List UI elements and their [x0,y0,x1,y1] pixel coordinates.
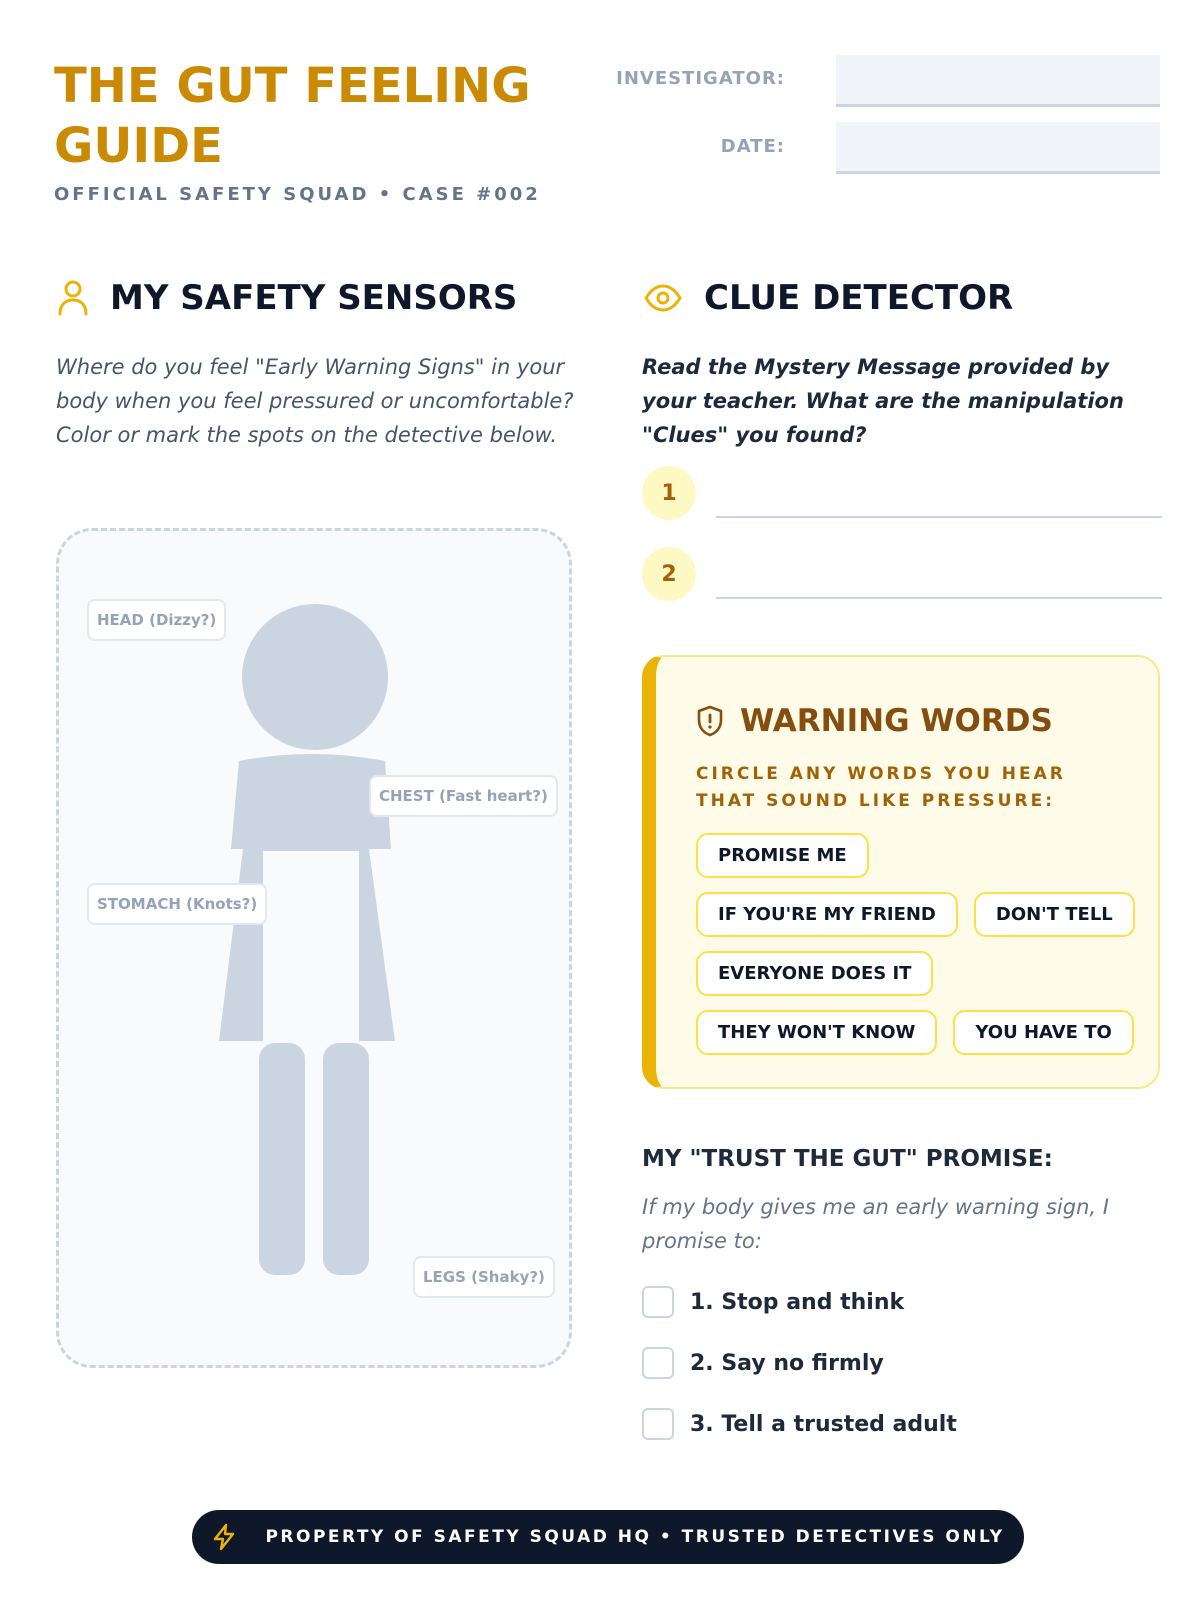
sensors-heading-text: MY SAFETY SENSORS [110,278,518,318]
clues-heading-text: CLUE DETECTOR [704,278,1014,318]
clues-heading [644,278,1013,318]
clue-row[interactable] [642,466,1162,522]
person-icon [58,280,88,316]
clues-intro: Read the Mystery Message provided by your teacher. What are the manipulation "Clues" you found? [642,355,1124,447]
sensors-heading [58,278,517,318]
promise-item[interactable] [642,1408,957,1440]
footer-banner [192,1510,1024,1564]
promise-item-label: 1. Stop and think [690,1289,905,1315]
warning-word-list [696,833,1136,1069]
investigator-label: INVESTIGATOR: [616,68,785,89]
lightning-icon [211,1523,237,1551]
footer-text: PROPERTY OF SAFETY SQUAD HQ • TRUSTED DETECTIVES ONLY [265,1527,1005,1547]
promise-item[interactable] [642,1286,904,1318]
figure-right-leg[interactable] [323,1043,369,1275]
warning-heading-text: WARNING WORDS [740,703,1053,739]
tag-legs: LEGS (Shaky?) [413,1256,555,1298]
warning-words-box [642,655,1160,1089]
promise-item-label: 3. Tell a trusted adult [690,1411,957,1437]
promise-intro: If my body gives me an early warning sign, I promise to: [642,1195,1109,1253]
warning-word-chip[interactable]: YOU HAVE TO [953,1010,1133,1055]
clue-answer-line[interactable] [716,516,1162,518]
figure-head[interactable] [242,604,388,750]
investigator-field[interactable] [836,55,1160,107]
figure-left-leg[interactable] [259,1043,305,1275]
tag-stomach: STOMACH (Knots?) [87,883,267,925]
warning-word-chip[interactable]: EVERYONE DOES IT [696,951,933,996]
warning-heading [696,703,1053,739]
promise-heading: MY "TRUST THE GUT" PROMISE: [642,1146,1053,1172]
body-map-panel[interactable] [56,528,572,1368]
clue-number: 2 [642,547,696,601]
shield-alert-icon [696,705,724,737]
promise-checkbox[interactable] [642,1408,674,1440]
warning-word-chip[interactable]: IF YOU'RE MY FRIEND [696,892,958,937]
promise-checkbox[interactable] [642,1347,674,1379]
clue-row[interactable] [642,547,1162,603]
warning-word-chip[interactable]: THEY WON'T KNOW [696,1010,937,1055]
tag-chest: CHEST (Fast heart?) [369,775,558,817]
title-line-2: GUIDE [54,118,223,174]
date-field[interactable] [836,122,1160,174]
promise-checkbox[interactable] [642,1286,674,1318]
title-line-1: THE GUT FEELING [54,58,531,114]
promise-item[interactable] [642,1347,884,1379]
date-label: DATE: [720,136,785,157]
page-subtitle: OFFICIAL SAFETY SQUAD • CASE #002 [54,184,541,205]
sensors-intro: Where do you feel "Early Warning Signs" in your body when you feel pressured or uncomfortable? Color or mark the spots on the detective below. [56,355,574,447]
warning-instruction: CIRCLE ANY WORDS YOU HEAR THAT SOUND LIKE PRESSURE: [696,764,1066,811]
tag-head: HEAD (Dizzy?) [87,599,226,641]
page-title [54,56,574,176]
clue-number: 1 [642,466,696,520]
warning-word-chip[interactable]: PROMISE ME [696,833,869,878]
eye-icon [644,284,682,312]
warning-word-chip[interactable]: DON'T TELL [974,892,1135,937]
promise-item-label: 2. Say no firmly [690,1350,884,1376]
clue-answer-line[interactable] [716,597,1162,599]
